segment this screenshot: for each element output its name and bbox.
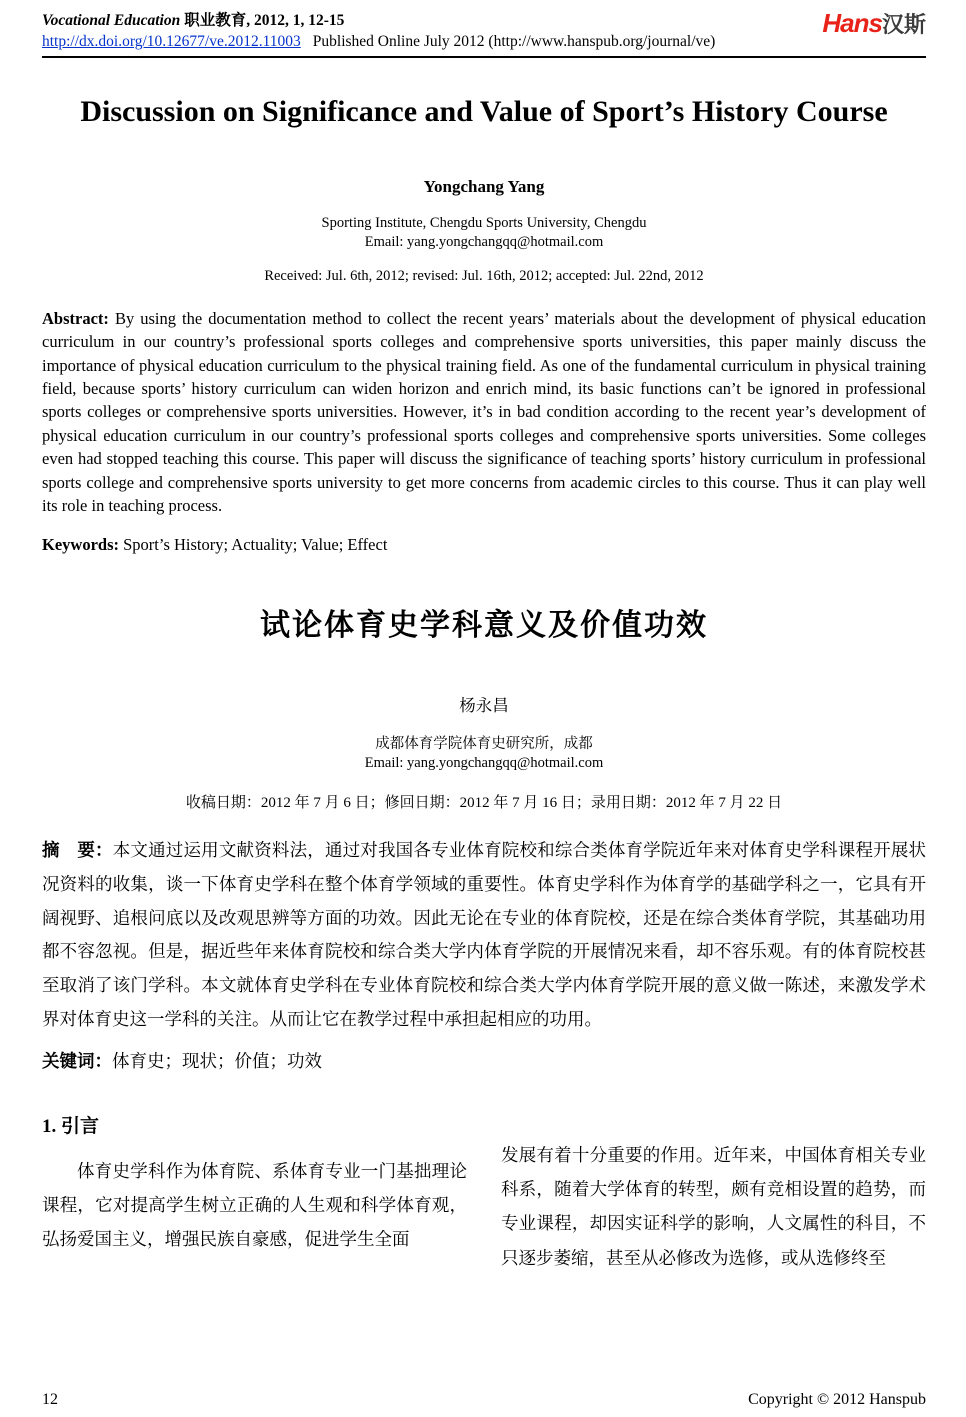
journal-issue-info: 职业教育, 2012, 1, 12-15 (184, 12, 345, 29)
published-online-info: Published Online July 2012 (http://www.hanspub.org/journal/ve) (312, 33, 716, 50)
keywords-chinese (42, 1048, 926, 1073)
page-footer (42, 1391, 926, 1409)
header-divider (42, 56, 926, 58)
author-name-english: Yongchang Yang (423, 176, 545, 196)
keywords-label-english: Keywords: (42, 534, 119, 554)
intro-paragraph-right: 发展有着十分重要的作用。近年来，中国体育相关专业科系，随着大学体育的转型，颇有竞相设置的趋势，而专业课程，却因实证科学的影响，人文属性的科目，不只逐步萎缩，甚至从必修改为选修，或从选修终至 (501, 1145, 926, 1268)
paper-title-english: Discussion on Significance and Value of Sport’s History Course (80, 95, 888, 128)
keywords-text-chinese: 体育史；现状；价值；功效 (112, 1051, 322, 1072)
keywords-label-chinese: 关键词： (42, 1052, 112, 1073)
hans-logo-text-english: Hans (822, 8, 882, 38)
email-line-english: Email: yang.yongchangqq@hotmail.com (364, 233, 604, 250)
journal-header (42, 8, 926, 51)
journal-info (42, 8, 715, 30)
abstract-label-english: Abstract: (42, 308, 109, 328)
author-name-chinese: 杨永昌 (459, 695, 509, 715)
intro-paragraph-left: 体育史学科作为体育院、系体育专业一门基拙理论课程，它对提高学生树立正确的人生观和科学体育观，弘扬爱国主义，增强民族自豪感，促进学生全面 (42, 1161, 467, 1250)
keywords-text-english: Sport’s History; Actuality; Value; Effect (119, 534, 388, 554)
keywords-english (42, 535, 926, 555)
abstract-label-chinese: 摘 要： (42, 840, 113, 861)
hans-logo-text-chinese: 汉斯 (881, 13, 926, 38)
email-line-chinese: Email: yang.yongchangqq@hotmail.com (364, 755, 604, 772)
two-column-body (42, 1111, 926, 1275)
abstract-text-english: By using the documentation method to collect the recent years’ materials about the development of physical education curriculum in our country’s professional sports colleges and comprehensive sports universities, this paper mainly discuss the importance of physical education curriculum to the physical training field. As one of the fundamental curriculum in physical training field, because sports’ history curriculum can widen horizon and enrich mind, its basic functions can’t be ignored in professional sports colleges or comprehensive sports universities. However, it’s in bad condition according to the recent year’s development of physical education curriculum in our country’s professional sports colleges and comprehensive sports universities. Some colleges even had stopped teaching this course. This paper will discuss the significance of teaching sports’ history curriculum in professional sports college and comprehensive sports university to get more concerns from academic circles to this course. Thus it can play well its role in teaching process. (42, 308, 926, 516)
copyright-notice: Copyright © 2012 Hanspub (748, 1391, 926, 1408)
affiliation-line-english: Sporting Institute, Chengdu Sports University, Chengdu (321, 214, 647, 231)
journal-header-left (42, 8, 715, 51)
section-1-heading: 1. 引言 (42, 1116, 100, 1138)
page-number: 12 (42, 1391, 58, 1408)
received-dates-chinese: 收稿日期：2012 年 7 月 6 日；修回日期：2012 年 7 月 16 日；录用日期：2012 年 7 月 22 日 (185, 794, 783, 811)
right-column (501, 1111, 926, 1275)
abstract-chinese (42, 834, 926, 1037)
doi-line (42, 33, 715, 51)
affiliation-block-english (42, 214, 926, 252)
hans-publisher-logo (822, 10, 926, 37)
paper-title-chinese: 试论体育史学科意义及价值功效 (260, 607, 708, 643)
abstract-english (42, 307, 926, 518)
abstract-text-chinese: 本文通过运用文献资料法，通过对我国各专业体育院校和综合类体育学院近年来对体育史学科课程开展状况资料的收集，谈一下体育史学科在整个体育学领域的重要性。体育史学科作为体育学的基础学科之一，它具有开阔视野、追根问底以及改观思辨等方面的功效。因此无论在专业的体育院校，还是在综合类体育学院，其基础功用都不容忽视。但是，据近些年来体育院校和综合类大学内体育学院的开展情况来看，却不容乐观。有的体育院校甚至取消了该门学科。本文就体育史学科在专业体育院校和综合类大学内体育学院开展的意义做一陈述，来激发学术界对体育史这一学科的关注。从而让它在教学过程中承担起相应的功用。 (42, 839, 926, 1029)
affiliation-block-chinese (42, 735, 926, 774)
left-column (42, 1111, 467, 1275)
received-dates-english: Received: Jul. 6th, 2012; revised: Jul. 16th, 2012; accepted: Jul. 22nd, 2012 (264, 267, 704, 284)
affiliation-line-chinese: 成都体育学院体育史研究所，成都 (375, 735, 593, 752)
doi-link[interactable]: http://dx.doi.org/10.12677/ve.2012.11003 (42, 33, 301, 50)
journal-name-english: Vocational Education (42, 12, 181, 29)
